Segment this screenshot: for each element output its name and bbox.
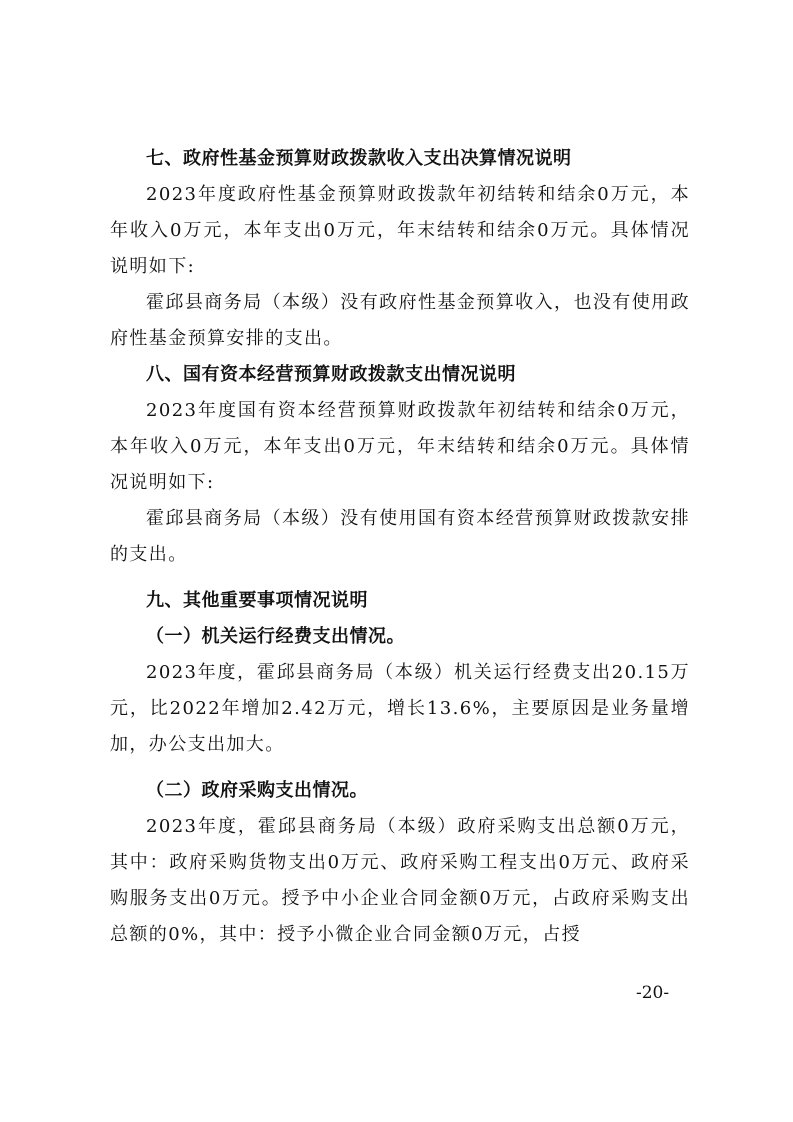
paragraph: 2023年度政府性基金预算财政拨款年初结转和结余0万元，本年收入0万元，本年支出0万元，年末结转和结余0万元。具体情况说明如下:	[110, 184, 690, 277]
section-heading-8: 八、国有资本经营预算财政拨款支出情况说明	[146, 364, 516, 385]
subsection-heading-2: （二）政府采购支出情况。	[146, 780, 368, 801]
paragraph: 2023年度，霍邱县商务局（本级）机关运行经费支出20.15万元，比2022年增加2.42万元，增长13.6%，主要原因是业务量增加，办公支出加大。	[110, 662, 690, 755]
document-page	[110, 141, 690, 953]
paragraph: 霍邱县商务局（本级）没有使用国有资本经营预算财政拨款安排的支出。	[110, 508, 690, 565]
section-heading-9: 九、其他重要事项情况说明	[146, 590, 368, 611]
spacer	[110, 763, 690, 773]
paragraph: 霍邱县商务局（本级）没有政府性基金预算收入，也没有使用政府性基金预算安排的支出。	[110, 292, 690, 349]
paragraph: 2023年度，霍邱县商务局（本级）政府采购支出总额0万元，其中：政府采购货物支出0万元、政府采购工程支出0万元、政府采购服务支出0万元。授予中小企业合同金额0万元，占政府采购支出总额的0%，其中：授予小微企业合同金额0万元，占授	[110, 816, 690, 945]
spacer	[110, 573, 690, 583]
paragraph: 2023年度国有资本经营预算财政拨款年初结转和结余0万元，本年收入0万元，本年支出0万元，年末结转和结余0万元。具体情况说明如下:	[110, 400, 690, 493]
subsection-heading-1: （一）机关运行经费支出情况。	[146, 626, 405, 647]
page-number: -20-	[636, 983, 670, 1003]
section-heading-7: 七、政府性基金预算财政拨款收入支出决算情况说明	[146, 148, 572, 169]
